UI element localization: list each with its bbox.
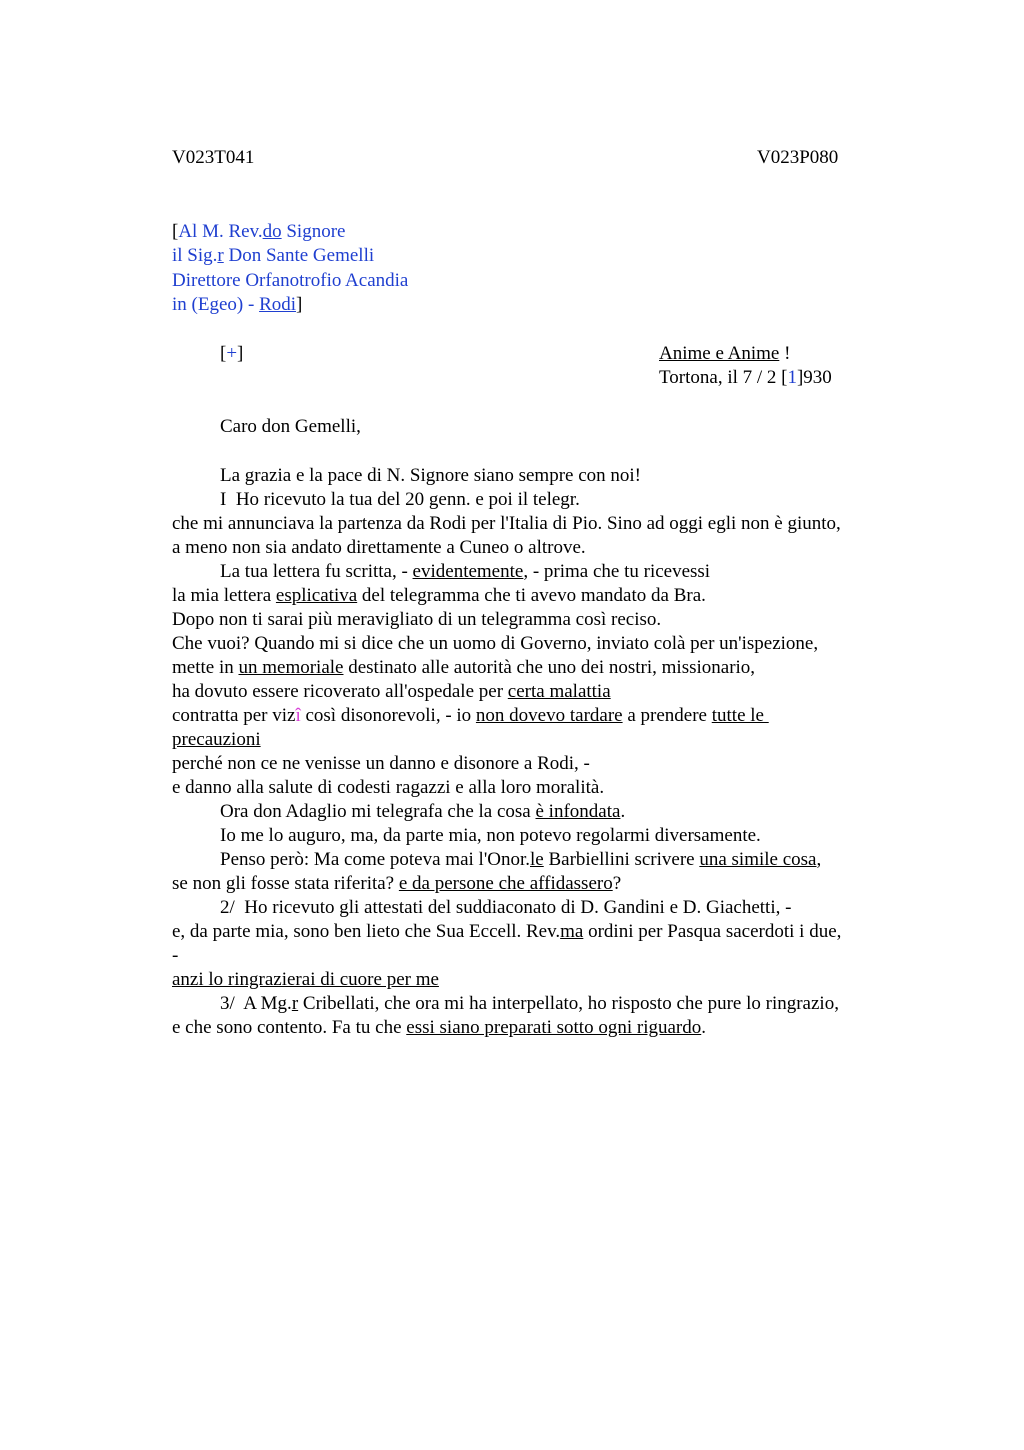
body-line: contratta per vizî così disonorevoli, - io non dovevo tardare a prendere tutte le	[172, 705, 769, 726]
body-line: la mia lettera esplicativa del telegramma che ti avevo mandato da Bra.	[172, 585, 706, 606]
cross-mark: [+]	[220, 343, 244, 364]
body-line: Che vuoi? Quando mi si dice che un uomo di Governo, inviato colà per un'ispezione,	[172, 633, 819, 654]
body-line: Io me lo auguro, ma, da parte mia, non potevo regolarmi diversamente.	[220, 825, 761, 846]
letter-body	[172, 464, 912, 1040]
address-line-1: [Al M. Rev.do Signore	[172, 221, 346, 242]
body-line: Dopo non ti sarai più meravigliato di un telegramma così reciso.	[172, 609, 662, 630]
body-line: I Ho ricevuto la tua del 20 genn. e poi il telegr.	[220, 489, 580, 510]
motto-line: Anime e Anime !	[659, 343, 791, 364]
body-line: La grazia e la pace di N. Signore siano sempre con noi!	[220, 465, 642, 486]
body-line: a meno non sia andato direttamente a Cuneo o altrove.	[172, 537, 586, 558]
body-line: e che sono contento. Fa tu che essi siano preparati sotto ogni riguardo.	[172, 1017, 706, 1038]
body-line: 3/ A Mg.r Cribellati, che ora mi ha interpellato, ho risposto che pure lo ringrazio,	[220, 993, 839, 1014]
place-date-line: Tortona, il 7 / 2 [1]930	[659, 367, 832, 388]
body-line: che mi annunciava la partenza da Rodi per l'Italia di Pio. Sino ad oggi egli non è giunto,	[172, 513, 841, 534]
body-line: Penso però: Ma come poteva mai l'Onor.le Barbiellini scrivere una simile cosa,	[220, 849, 822, 870]
body-line: anzi lo ringrazierai di cuore per me	[172, 969, 439, 990]
address-line-2: il Sig.r Don Sante Gemelli	[172, 245, 375, 266]
body-line: perché non ce ne venisse un danno e disonore a Rodi, -	[172, 753, 590, 774]
body-line: se non gli fosse stata riferita? e da persone che affidassero?	[172, 873, 622, 894]
body-line: ha dovuto essere ricoverato all'ospedale per certa malattia	[172, 681, 611, 702]
right-document-code: V023P080	[757, 147, 839, 168]
body-line: -	[172, 945, 179, 966]
body-line: precauzioni	[172, 729, 261, 750]
body-line: mette in un memoriale destinato alle autorità che uno dei nostri, missionario,	[172, 657, 756, 678]
body-line: e, da parte mia, sono ben lieto che Sua Eccell. Rev.ma ordini per Pasqua sacerdoti i due,	[172, 921, 842, 942]
body-line: Ora don Adaglio mi telegrafa che la cosa è infondata.	[220, 801, 626, 822]
body-line: La tua lettera fu scritta, - evidentemente, - prima che tu ricevessi	[220, 561, 711, 582]
left-document-code: V023T041	[172, 147, 255, 168]
body-line: 2/ Ho ricevuto gli attestati del suddiaconato di D. Gandini e D. Giachetti, -	[220, 897, 792, 918]
body-line: e danno alla salute di codesti ragazzi e alla loro moralità.	[172, 777, 605, 798]
address-line-4: in (Egeo) - Rodi]	[172, 294, 303, 315]
salutation: Caro don Gemelli,	[220, 416, 361, 437]
address-line-3: Direttore Orfanotrofio Acandia	[172, 270, 409, 291]
